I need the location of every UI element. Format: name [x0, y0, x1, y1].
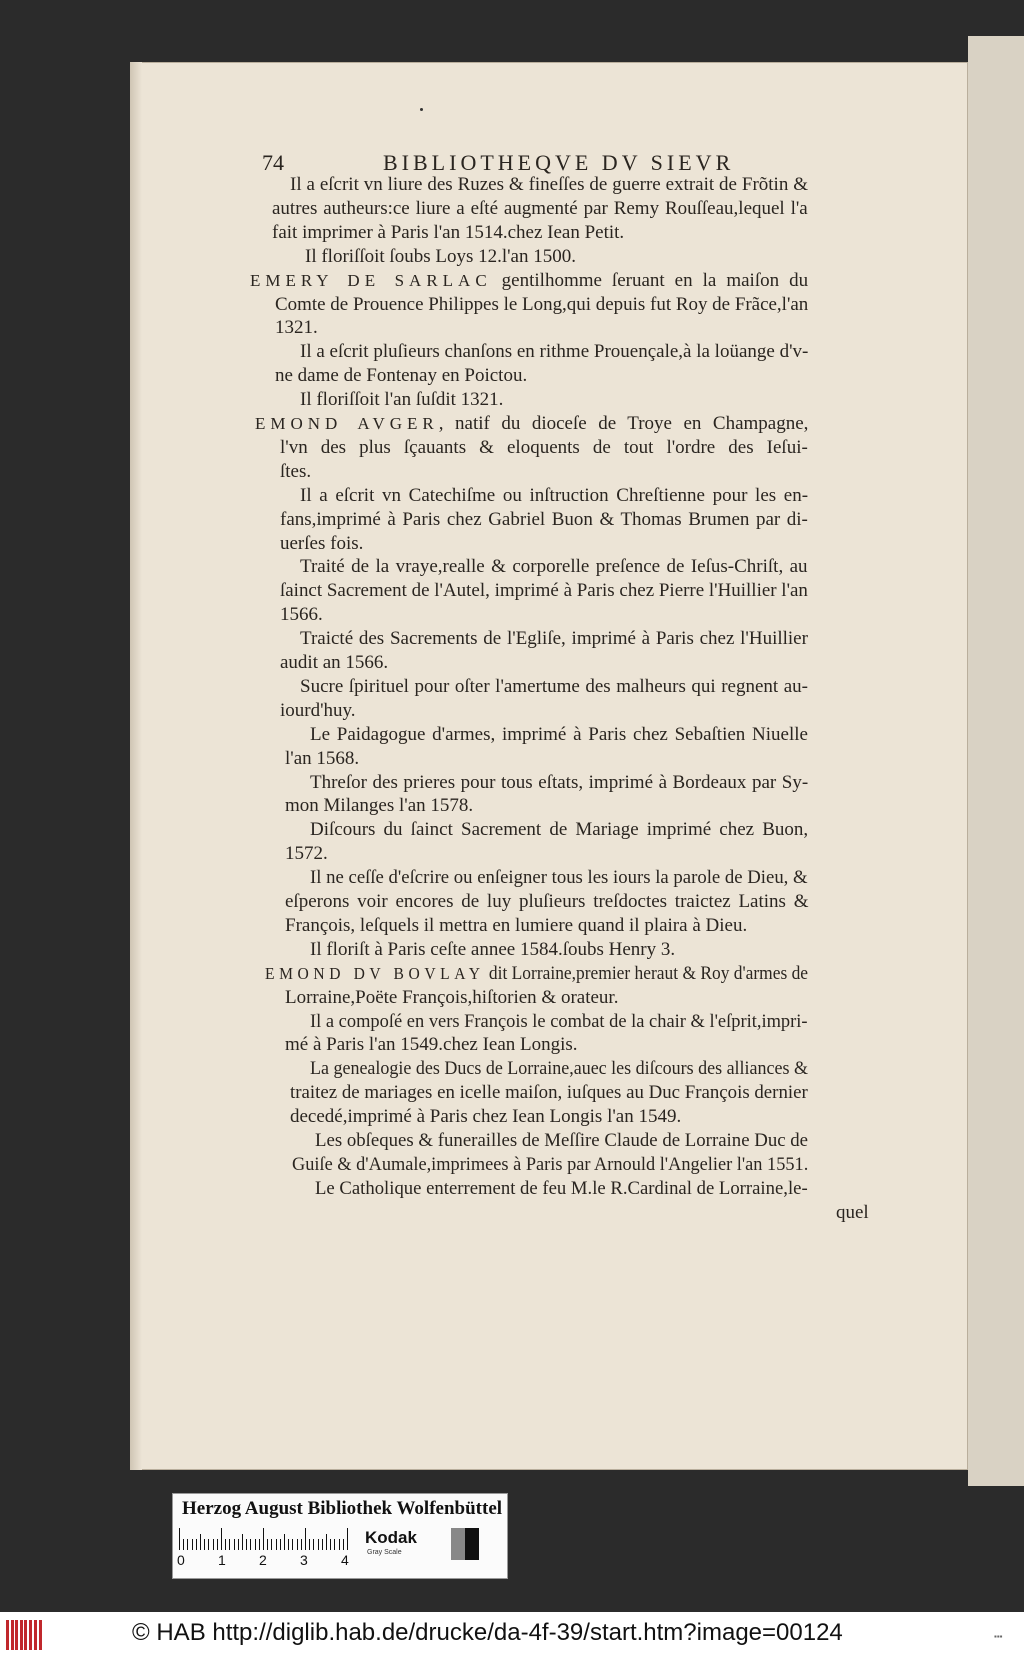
ruler-tick [288, 1539, 289, 1550]
text-line: Le Catholique enterrement de feu M.le R.Cardinal de Lorraine,le- [315, 1177, 808, 1199]
ruler-tick [267, 1539, 268, 1550]
ruler-tick [217, 1539, 218, 1550]
ruler-tick [196, 1539, 197, 1550]
text-line: Threſor des prieres pour tous eſtats, imprimé à Bordeaux par Sy- [310, 771, 809, 793]
entry-text: , natif du dioceſe de Troye en Champagne, [438, 413, 809, 434]
kodak-brand: Kodak [365, 1528, 417, 1547]
page-number: 74 [262, 150, 284, 175]
text-line: fait imprimer à Paris l'an 1514.chez Iean Petit. [272, 221, 625, 243]
footer-url: © HAB http://diglib.hab.de/drucke/da-4f-39/start.htm?image=00124 [132, 1619, 843, 1646]
logo-bar [15, 1620, 18, 1650]
gray-swatch [451, 1528, 465, 1560]
ruler-tick [221, 1528, 222, 1550]
text-line: Il a eſcrit vn liure des Ruzes & fineſſes de guerre extrait de Frõtin & [290, 174, 808, 195]
entry-heading-line [255, 412, 808, 436]
running-title: BIBLIOTHEQVE DV SIEVR [383, 150, 735, 175]
text-line: ne dame de Fontenay en Poictou. [275, 365, 528, 387]
ruler-tick [322, 1539, 323, 1550]
ruler-tick [284, 1534, 285, 1550]
text-line: l'an 1568. [285, 747, 360, 769]
text-line: Il a compoſé en vers François le combat de la chair & l'eſprit,impri- [310, 1010, 808, 1032]
ruler-tick [200, 1534, 201, 1550]
ruler-tick [246, 1539, 247, 1550]
ruler-tick [234, 1539, 235, 1550]
ruler-tick [334, 1539, 335, 1550]
logo-bar [39, 1620, 42, 1650]
text-line: Il a eſcrit pluſieurs chanſons en rithme Prouençale,à la loüange d'v- [300, 341, 809, 363]
ruler-tick [339, 1539, 340, 1550]
logo-bar [29, 1620, 32, 1650]
text-line: Il floriſt à Paris ceſte annee 1584.ſoubs Henry 3. [310, 938, 676, 960]
text-line: Il a eſcrit vn Catechiſme ou inſtruction Chreſtienne pour les en- [300, 484, 809, 506]
black-swatch [465, 1528, 479, 1560]
text-line: mé à Paris l'an 1549.chez Iean Longis. [285, 1034, 578, 1056]
ruler-tick [271, 1539, 272, 1550]
footer-indicator-icon: ▪▪▪ [994, 1632, 1003, 1641]
logo-bar [24, 1620, 27, 1650]
text-line: eſperons voir encores de luy pluſieurs treſdoctes traictez Latins & [285, 891, 809, 912]
text-line: fans,imprimé à Paris chez Gabriel Buon & Thomas Brumen par di- [280, 508, 808, 530]
author-name: EMOND AVGER [255, 414, 439, 433]
hab-logo-icon [6, 1620, 46, 1650]
text-line: 1321. [275, 317, 318, 339]
ruler-number: 3 [300, 1552, 308, 1568]
text-line: Diſcours du ſainct Sacrement de Mariage imprimé chez Buon, [310, 819, 809, 841]
ruler-tick [347, 1528, 348, 1550]
ruler-tick [204, 1539, 205, 1550]
text-line: uerſes fois. [280, 532, 364, 554]
text-line: l'vn des plus ſçauants & eloquents de tout l'ordre des Ieſui- [280, 436, 808, 458]
ruler-tick [255, 1539, 256, 1550]
ruler-tick [301, 1539, 302, 1550]
ruler-tick [187, 1539, 188, 1550]
text-line: iourd'huy. [280, 699, 356, 721]
text-line: François, leſquels il mettra en lumiere quand il plaira à Dieu. [285, 914, 748, 936]
logo-bar [6, 1620, 9, 1650]
entry-heading-line [265, 962, 808, 986]
text-line: mon Milanges l'an 1578. [285, 795, 474, 817]
logo-bar [11, 1620, 14, 1650]
ruler-tick [330, 1539, 331, 1550]
text-line: Traité de la vraye,realle & corporelle preſence de Ieſus-Chriſt, au [300, 556, 808, 578]
ruler-tick [326, 1534, 327, 1550]
catchword: quel [836, 1201, 869, 1223]
author-name: EMERY DE SARLAC [250, 270, 492, 290]
ruler-tick [183, 1539, 184, 1550]
text-line: traitez de mariages en icelle maiſon, iuſques au Duc François dernier [290, 1082, 808, 1104]
ruler-tick [292, 1539, 293, 1550]
ruler-tick [280, 1539, 281, 1550]
text-line: Guiſe & d'Aumale,imprimees à Paris par Arnould l'Angelier l'an 1551. [292, 1153, 809, 1175]
card-title: Herzog August Bibliothek Wolfenbüttel [182, 1498, 503, 1519]
ruler-number: 1 [218, 1552, 226, 1568]
text-line: 1566. [280, 604, 323, 626]
ruler-tick [192, 1539, 193, 1550]
ruler-tick [250, 1539, 251, 1550]
text-line: Il floriſſoit ſoubs Loys 12.l'an 1500. [305, 245, 576, 267]
ruler-tick [225, 1539, 226, 1550]
ruler-tick [208, 1539, 209, 1550]
text-line: ſainct Sacrement de l'Autel, imprimé à Paris chez Pierre l'Huillier l'an [280, 580, 808, 602]
ruler-tick [318, 1539, 319, 1550]
text-line: 1572. [285, 843, 328, 865]
text-line: autres autheurs:ce liure a eſté augmenté par Remy Rouſſeau,lequel l'a [272, 197, 808, 219]
ruler-tick [229, 1539, 230, 1550]
gray-scale-label: Gray Scale [367, 1549, 402, 1556]
ruler-tick [305, 1528, 306, 1550]
author-name: EMOND DV BOVLAY [265, 963, 485, 983]
ruler-number: 2 [259, 1552, 267, 1568]
text-line: La genealogie des Ducs de Lorraine,auec les diſcours des alliances & [310, 1058, 808, 1080]
ruler-tick [297, 1539, 298, 1550]
text-line: ſtes. [280, 460, 312, 482]
text-line: Le Paidagogue d'armes, imprimé à Paris chez Sebaſtien Niuelle [310, 723, 808, 745]
logo-bar [20, 1620, 23, 1650]
footer-bar [0, 1612, 1024, 1657]
text-line: Il floriſſoit l'an ſuſdit 1321. [300, 389, 504, 411]
ruler-number: 0 [177, 1552, 185, 1568]
text-line: Comte de Prouence Philippes le Long,qui depuis fut Roy de Frãce,l'an [275, 293, 809, 315]
entry-text: gentilhomme ſeruant en la maiſon du [491, 269, 809, 291]
ruler-tick [238, 1539, 239, 1550]
text-line: Sucre ſpirituel pour oſter l'amertume des malheurs qui regnent au- [300, 675, 808, 697]
text-line: Traicté des Sacrements de l'Egliſe, imprimé à Paris chez l'Huillier [300, 628, 808, 650]
ruler-tick [213, 1539, 214, 1550]
ruler-tick [259, 1539, 260, 1550]
text-line: Lorraine,Poëte François,hiſtorien & orateur. [285, 986, 619, 1008]
logo-bar [34, 1620, 37, 1650]
color-calibration-card [172, 1493, 508, 1579]
ruler-tick [179, 1528, 180, 1550]
entry-text: dit Lorraine,premier heraut & Roy d'armes de [484, 962, 809, 984]
ruler-number: 4 [341, 1552, 349, 1568]
entry-heading-line [250, 269, 808, 293]
ruler-tick [343, 1539, 344, 1550]
ruler-tick [309, 1539, 310, 1550]
ruler-tick [242, 1534, 243, 1550]
ruler-tick [313, 1539, 314, 1550]
text-line: decedé,imprimé à Paris chez Iean Longis l'an 1549. [290, 1106, 682, 1128]
ruler-numbers [177, 1552, 377, 1570]
text-line: audit an 1566. [280, 652, 389, 673]
ruler-tick [263, 1528, 264, 1550]
scale-ruler [179, 1528, 359, 1550]
ruler-tick [276, 1539, 277, 1550]
text-line: Les obſeques & funerailles de Meſſire Claude de Lorraine Duc de [315, 1130, 809, 1151]
text-line: Il ne ceſſe d'eſcrire ou enſeigner tous les iours la parole de Dieu, & [310, 867, 808, 889]
